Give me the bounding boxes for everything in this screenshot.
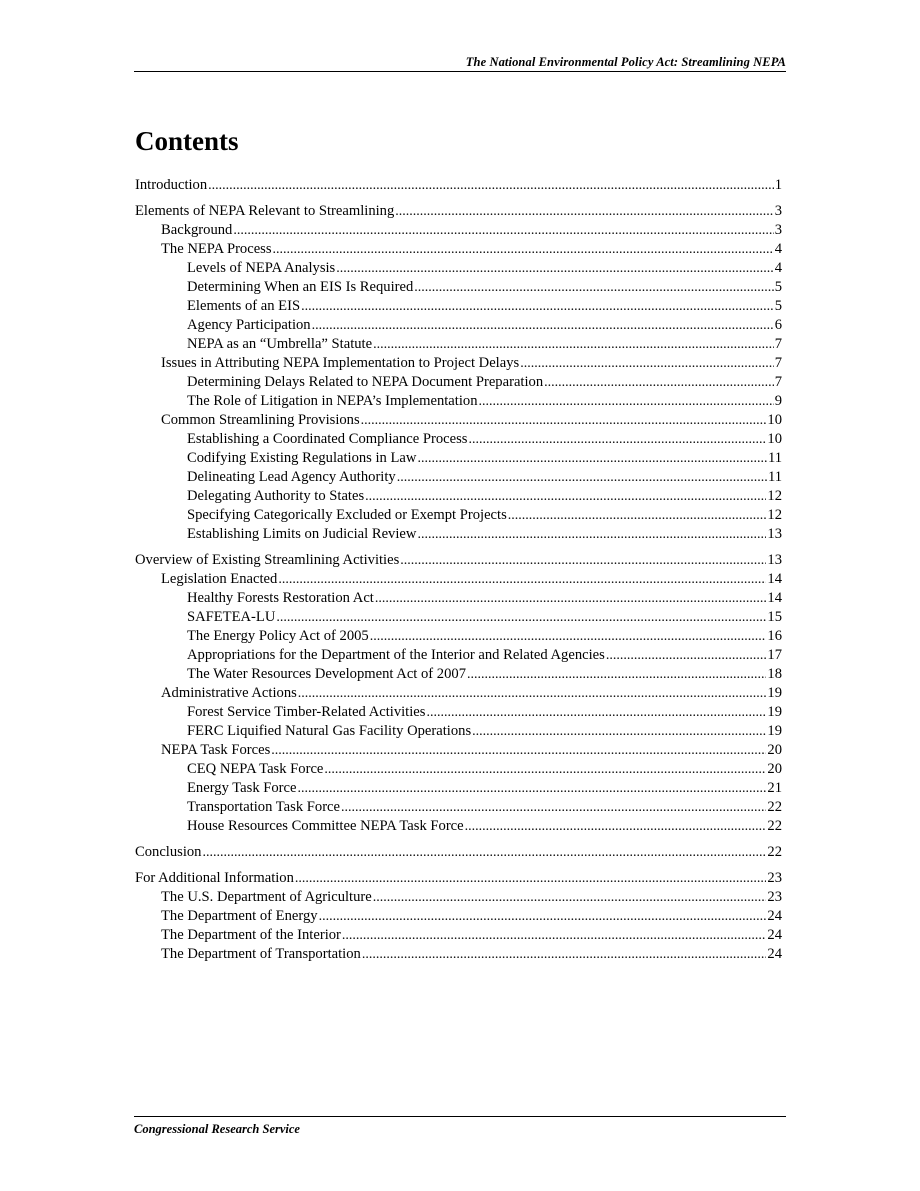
toc-entry[interactable] (135, 392, 782, 411)
toc-dot-leader (426, 703, 766, 722)
toc-dot-leader (341, 798, 766, 817)
toc-entry[interactable] (135, 221, 782, 240)
toc-entry-title: The Department of Transportation (161, 946, 361, 962)
toc-dot-leader (298, 779, 767, 798)
toc-entry[interactable] (135, 888, 782, 907)
toc-entry[interactable] (135, 608, 782, 627)
toc-entry-title: For Additional Information (135, 870, 294, 886)
toc-entry-page: 17 (767, 647, 782, 663)
toc-dot-leader (508, 506, 767, 525)
toc-entry[interactable] (135, 589, 782, 608)
toc-dot-leader (295, 869, 767, 888)
toc-entry-title: SAFETEA-LU (187, 609, 276, 625)
running-header-title: The National Environmental Policy Act: Streamlining NEPA (465, 55, 786, 69)
toc-entry[interactable] (135, 316, 782, 335)
toc-dot-leader (373, 335, 774, 354)
toc-entry-page: 11 (767, 450, 782, 466)
toc-entry[interactable] (135, 741, 782, 760)
toc-entry[interactable] (135, 703, 782, 722)
toc-entry[interactable] (135, 202, 782, 221)
toc-entry[interactable] (135, 665, 782, 684)
toc-entry-title: Determining When an EIS Is Required (187, 279, 414, 295)
toc-dot-leader (468, 430, 766, 449)
toc-dot-leader (606, 646, 767, 665)
toc-entry-title: Healthy Forests Restoration Act (187, 590, 374, 606)
toc-entry-page: 23 (767, 870, 782, 886)
toc-entry-title: Issues in Attributing NEPA Implementation to Project Delays (161, 355, 520, 371)
toc-entry[interactable] (135, 869, 782, 888)
toc-dot-leader (273, 240, 774, 259)
toc-entry-title: The Energy Policy Act of 2005 (187, 628, 369, 644)
toc-entry[interactable] (135, 487, 782, 506)
toc-entry-title: NEPA as an “Umbrella” Statute (187, 336, 373, 352)
toc-entry-page: 12 (767, 488, 782, 504)
toc-entry-title: Forest Service Timber-Related Activities (187, 704, 426, 720)
toc-entry[interactable] (135, 570, 782, 589)
toc-dot-leader (208, 176, 774, 195)
toc-entry-page: 5 (774, 279, 782, 295)
toc-entry-title: Common Streamlining Provisions (161, 412, 360, 428)
toc-entry-page: 13 (767, 552, 782, 568)
toc-entry-page: 7 (774, 355, 782, 371)
toc-entry[interactable] (135, 259, 782, 278)
toc-entry-page: 14 (767, 590, 782, 606)
toc-entry[interactable] (135, 449, 782, 468)
toc-entry-page: 24 (767, 946, 782, 962)
toc-dot-leader (472, 722, 766, 741)
toc-entry-page: 23 (767, 889, 782, 905)
toc-entry[interactable] (135, 468, 782, 487)
toc-dot-leader (301, 297, 774, 316)
toc-dot-leader (417, 525, 766, 544)
toc-dot-leader (373, 888, 767, 907)
toc-dot-leader (233, 221, 773, 240)
toc-dot-leader (465, 817, 767, 836)
toc-dot-leader (324, 760, 766, 779)
toc-entry[interactable] (135, 722, 782, 741)
toc-dot-leader (414, 278, 773, 297)
toc-entry-title: CEQ NEPA Task Force (187, 761, 324, 777)
toc-entry-title: Elements of an EIS (187, 298, 301, 314)
toc-entry-title: Transportation Task Force (187, 799, 341, 815)
toc-dot-leader (362, 945, 767, 964)
toc-entry-title: Delineating Lead Agency Authority (187, 469, 396, 485)
toc-entry-title: Establishing Limits on Judicial Review (187, 526, 417, 542)
toc-entry-page: 11 (767, 469, 782, 485)
toc-dot-leader (202, 843, 766, 862)
toc-entry-page: 5 (774, 298, 782, 314)
toc-dot-leader (520, 354, 774, 373)
footer-publisher: Congressional Research Service (134, 1122, 300, 1136)
toc-entry-title: FERC Liquified Natural Gas Facility Operations (187, 723, 472, 739)
toc-entry-title: House Resources Committee NEPA Task Force (187, 818, 464, 834)
toc-entry[interactable] (135, 551, 782, 570)
toc-dot-leader (397, 468, 767, 487)
toc-entry-title: Agency Participation (187, 317, 311, 333)
toc-entry-page: 3 (774, 203, 782, 219)
toc-dot-leader (467, 665, 766, 684)
toc-entry-page: 22 (767, 844, 782, 860)
toc-entry[interactable] (135, 798, 782, 817)
toc-entry-title: Codifying Existing Regulations in Law (187, 450, 417, 466)
toc-entry-title: Administrative Actions (161, 685, 297, 701)
toc-entry-page: 13 (767, 526, 782, 542)
toc-entry-page: 19 (767, 685, 782, 701)
toc-entry-title: The Role of Litigation in NEPA’s Implementation (187, 393, 478, 409)
toc-entry[interactable] (135, 411, 782, 430)
toc-entry-title: Conclusion (135, 844, 202, 860)
toc-entry-page: 3 (774, 222, 782, 238)
toc-dot-leader (336, 259, 773, 278)
toc-entry-page: 20 (767, 761, 782, 777)
toc-entry[interactable] (135, 926, 782, 945)
toc-entry-page: 22 (767, 818, 782, 834)
toc-entry-page: 12 (767, 507, 782, 523)
toc-entry[interactable] (135, 907, 782, 926)
toc-entry-page: 22 (767, 799, 782, 815)
toc-entry[interactable] (135, 430, 782, 449)
toc-entry[interactable] (135, 278, 782, 297)
toc-dot-leader (276, 608, 766, 627)
toc-entry-page: 16 (767, 628, 782, 644)
toc-entry-title: Establishing a Coordinated Compliance Process (187, 431, 468, 447)
toc-entry-title: Background (161, 222, 233, 238)
toc-entry-title: Specifying Categorically Excluded or Exempt Projects (187, 507, 507, 523)
toc-entry-title: The Department of the Interior (161, 927, 341, 943)
toc-entry-page: 4 (774, 260, 782, 276)
toc-entry-title: Delegating Authority to States (187, 488, 365, 504)
toc-dot-leader (298, 684, 767, 703)
toc-entry[interactable] (135, 176, 782, 195)
toc-entry[interactable] (135, 373, 782, 392)
toc-entry[interactable] (135, 684, 782, 703)
toc-dot-leader (375, 589, 767, 608)
toc-entry-title: Elements of NEPA Relevant to Streamlining (135, 203, 395, 219)
toc-entry-title: Introduction (135, 177, 208, 193)
toc-entry-title: Energy Task Force (187, 780, 297, 796)
toc-entry[interactable] (135, 525, 782, 544)
toc-entry[interactable] (135, 354, 782, 373)
toc-dot-leader (395, 202, 773, 221)
toc-entry-title: NEPA Task Forces (161, 742, 271, 758)
running-footer (134, 1116, 786, 1137)
toc-dot-leader (319, 907, 767, 926)
toc-entry-title: Overview of Existing Streamlining Activities (135, 552, 400, 568)
toc-entry-page: 21 (767, 780, 782, 796)
toc-entry[interactable] (135, 627, 782, 646)
toc-entry-page: 14 (767, 571, 782, 587)
toc-entry-title: The Water Resources Development Act of 2007 (187, 666, 466, 682)
toc-entry[interactable] (135, 843, 782, 862)
toc-dot-leader (271, 741, 766, 760)
toc-entry-title: Levels of NEPA Analysis (187, 260, 336, 276)
toc-entry-page: 10 (767, 431, 782, 447)
toc-entry-page: 7 (774, 374, 782, 390)
toc-entry-page: 1 (774, 177, 782, 193)
toc-entry-title: Legislation Enacted (161, 571, 278, 587)
toc-entry-page: 19 (767, 704, 782, 720)
toc-entry[interactable] (135, 760, 782, 779)
table-of-contents (135, 176, 782, 964)
toc-entry[interactable] (135, 817, 782, 836)
toc-entry-page: 9 (774, 393, 782, 409)
toc-dot-leader (365, 487, 766, 506)
toc-entry-title: The NEPA Process (161, 241, 272, 257)
toc-dot-leader (370, 627, 767, 646)
toc-entry-page: 15 (767, 609, 782, 625)
running-header (134, 55, 786, 72)
toc-entry-page: 7 (774, 336, 782, 352)
toc-entry-page: 6 (774, 317, 782, 333)
toc-dot-leader (312, 316, 774, 335)
toc-entry-page: 10 (767, 412, 782, 428)
toc-entry-page: 4 (774, 241, 782, 257)
toc-dot-leader (544, 373, 774, 392)
toc-dot-leader (278, 570, 766, 589)
page-title: Contents (135, 126, 239, 156)
toc-entry[interactable] (135, 335, 782, 354)
toc-entry-page: 18 (767, 666, 782, 682)
toc-dot-leader (361, 411, 767, 430)
toc-entry-title: The U.S. Department of Agriculture (161, 889, 372, 905)
toc-entry[interactable] (135, 945, 782, 964)
toc-dot-leader (342, 926, 766, 945)
toc-entry-title: Appropriations for the Department of the Interior and Related Agencies (187, 647, 605, 663)
toc-entry-title: The Department of Energy (161, 908, 318, 924)
toc-entry-page: 24 (767, 927, 782, 943)
toc-entry[interactable] (135, 240, 782, 259)
toc-entry-page: 20 (767, 742, 782, 758)
toc-entry-page: 24 (767, 908, 782, 924)
toc-entry[interactable] (135, 779, 782, 798)
toc-entry-title: Determining Delays Related to NEPA Document Preparation (187, 374, 544, 390)
toc-entry[interactable] (135, 506, 782, 525)
toc-entry-page: 19 (767, 723, 782, 739)
toc-dot-leader (479, 392, 774, 411)
toc-entry[interactable] (135, 297, 782, 316)
toc-entry[interactable] (135, 646, 782, 665)
toc-dot-leader (400, 551, 766, 570)
toc-dot-leader (417, 449, 767, 468)
